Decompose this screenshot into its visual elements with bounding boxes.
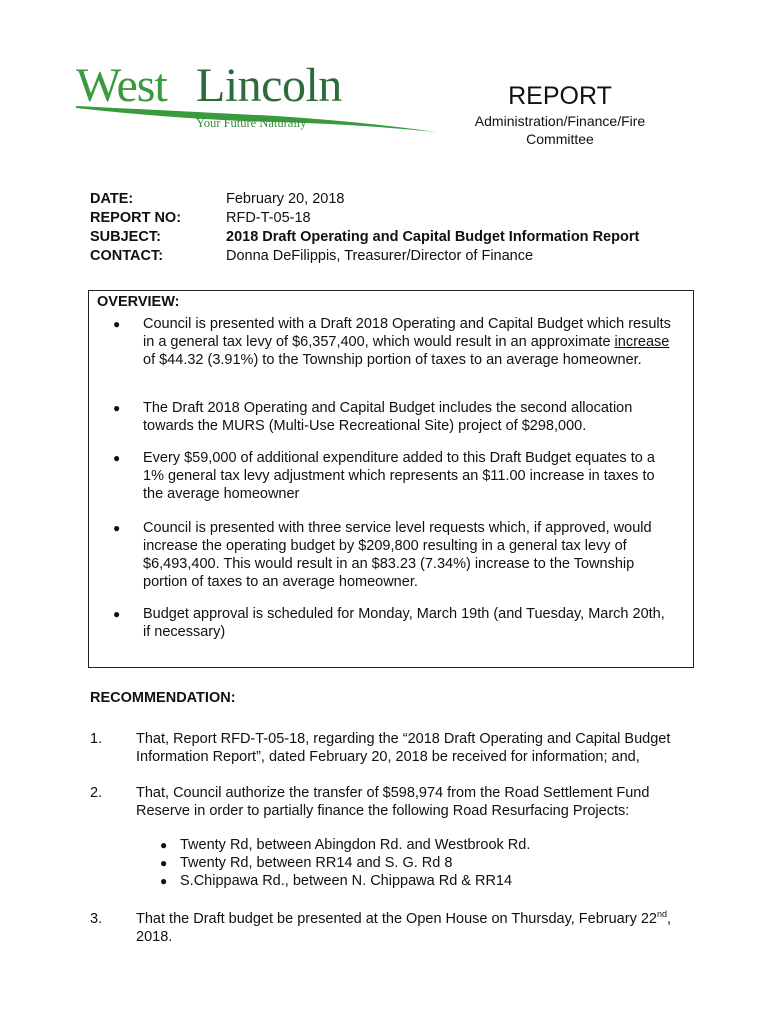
underlined-text: increase [614,334,670,350]
logo-tagline: Your Future Naturally [196,116,307,130]
report-meta [90,190,639,266]
text-segment: Council is presented with a Draft 2018 Operating and Capital Budget which results in a general tax levy of $6,357,400, which would result in an approximate [143,316,671,350]
bullet-icon: ● [160,856,168,870]
committee-line-1: Administration/Finance/Fire [474,113,646,129]
bullet-icon: ● [113,317,121,331]
overview-bullet-item [113,519,673,591]
recommendation-number: 1. [90,731,103,747]
recommendation-text [136,910,700,946]
west-lincoln-logo [76,59,436,138]
bullet-icon: ● [113,607,121,621]
bullet-icon: ● [113,401,121,415]
bullet-icon: ● [113,451,121,465]
bullet-icon: ● [160,874,168,888]
overview-bullet-item [113,315,673,369]
meta-value: RFD-T-05-18 [226,210,311,226]
meta-row-report-no [90,209,639,228]
project-list-item [160,836,530,854]
committee-name [460,112,660,148]
project-text: Twenty Rd, between Abingdon Rd. and Westbrook Rd. [180,837,531,853]
overview-bullet-text: Every $59,000 of additional expenditure added to this Draft Budget equates to a 1% general tax levy adjustment which represents an $11.00 increase in taxes to the average homeowner [143,450,655,502]
logo-word-west: West [76,59,167,112]
bullet-icon: ● [113,521,121,535]
meta-label: CONTACT: [90,248,164,264]
meta-row-contact [90,247,639,266]
project-text: S.Chippawa Rd., between N. Chippawa Rd & RR14 [180,873,513,889]
meta-row-subject [90,228,639,247]
report-title: REPORT [508,82,612,110]
overview-bullet-text [143,315,673,369]
recommendation-title: RECOMMENDATION: [90,690,236,706]
meta-value: 2018 Draft Operating and Capital Budget Information Report [226,229,640,245]
bullet-icon: ● [160,838,168,852]
recommendation-item [90,784,700,820]
recommendation-text: That, Report RFD-T-05-18, regarding the “2018 Draft Operating and Capital Budget Information Report”, dated February 20, 2018 be received for information; and, [136,731,671,765]
superscript: nd [656,909,667,920]
overview-bullet-text: The Draft 2018 Operating and Capital Budget includes the second allocation towards the MURS (Multi-Use Recreational Site) project of $298,000. [143,400,633,434]
overview-bullet-item [113,449,673,503]
overview-title: OVERVIEW: [97,294,180,310]
text-segment: of $44.32 (3.91%) to the Township portion of taxes to an average homeowner. [143,352,642,368]
overview-bullet-text: Budget approval is scheduled for Monday, March 19th (and Tuesday, March 20th, if necessary) [143,606,665,640]
meta-row-date [90,190,639,209]
meta-label: REPORT NO: [90,210,182,226]
project-text: Twenty Rd, between RR14 and S. G. Rd 8 [180,855,453,871]
recommendation-text: That, Council authorize the transfer of $598,974 from the Road Settlement Fund Reserve in order to partially finance the following Road Resurfacing Projects: [136,785,650,819]
recommendation-number: 3. [90,911,103,927]
project-list [160,836,530,890]
overview-bullet-item [113,399,673,435]
meta-label: DATE: [90,191,134,207]
meta-label: SUBJECT: [90,229,161,245]
overview-bullet-text: Council is presented with three service level requests which, if approved, would increase the operating budget by $209,800 resulting in a general tax levy of $6,493,400. This would result in an $83.23 (7.34%) increase to the Township portion of taxes to an average homeowner. [143,520,652,590]
overview-box [88,290,694,668]
meta-value: Donna DeFilippis, Treasurer/Director of Finance [226,248,534,264]
recommendation-number: 2. [90,785,103,801]
text-segment: , 2018. [136,911,672,945]
project-list-item [160,854,530,872]
committee-line-2: Committee [526,131,594,147]
recommendation-item [90,730,700,766]
overview-bullet-item [113,605,673,641]
meta-value: February 20, 2018 [226,191,345,207]
recommendation-item [90,910,700,946]
text-segment: That the Draft budget be presented at the Open House on Thursday, February 22 [136,911,657,927]
project-list-item [160,872,530,890]
logo-word-lincoln: Lincoln [196,59,342,112]
